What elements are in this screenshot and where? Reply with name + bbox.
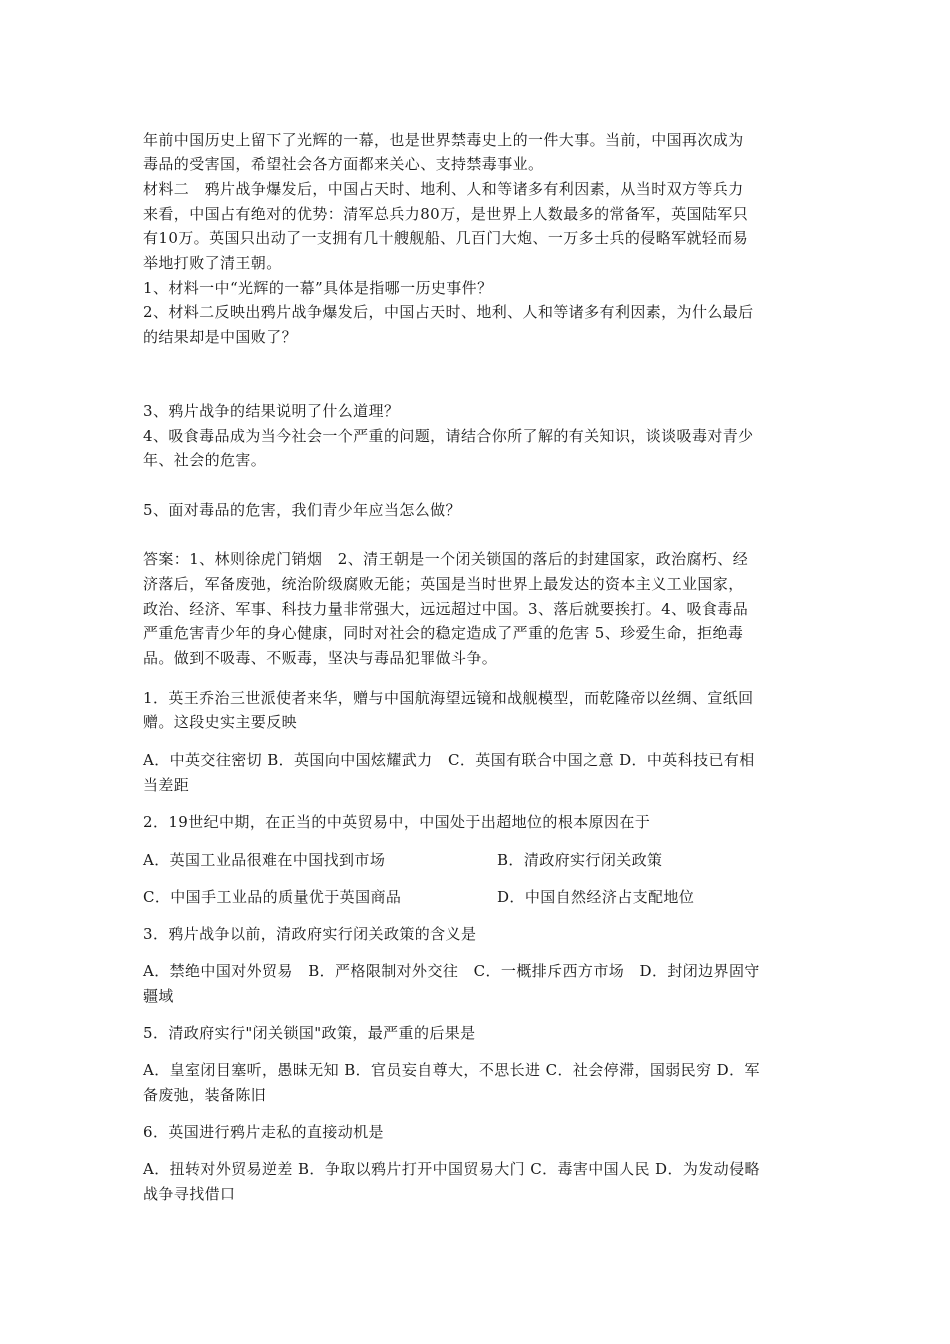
answer-line: 答案：1、林则徐虎门销烟 2、清王朝是一个闭关锁国的落后的封建国家，政治腐朽、经 — [143, 550, 749, 568]
text-line: 举地打败了清王朝。 — [143, 254, 282, 272]
mcq-1-options: A．中英交往密切 B．英国向中国炫耀武力 C．英国有联合中国之意 D．中英科技已有相 — [143, 751, 755, 769]
text-line: 有10万。英国只出动了一支拥有几十艘舰船、几百门大炮、一万多士兵的侵略军就轻而易 — [143, 229, 749, 247]
text-line: 来看，中国占有绝对的优势：清军总兵力80万，是世界上人数最多的常备军，英国陆军只 — [143, 205, 749, 223]
mcq-6-options: A．扭转对外贸易逆差 B．争取以鸦片打开中国贸易大门 C．毒害中国人民 D．为发动侵略 — [143, 1160, 760, 1178]
question-4-cont: 年、社会的危害。 — [143, 451, 267, 469]
mcq-1-stem-cont: 赠。这段史实主要反映 — [143, 713, 298, 731]
mcq-2-stem: 2．19世纪中期，在正当的中英贸易中，中国处于出超地位的根本原因在于 — [143, 813, 651, 831]
mcq-5-options-cont: 备废弛，装备陈旧 — [143, 1086, 267, 1104]
answer-line: 严重危害青少年的身心健康，同时对社会的稳定造成了严重的危害 5、珍爱生命，拒绝毒 — [143, 624, 744, 642]
question-3: 3、鸦片战争的结果说明了什么道理？ — [143, 402, 400, 420]
mcq-2-option-c: C．中国手工业品的质量优于英国商品 — [143, 888, 402, 906]
question-2: 2、材料二反映出鸦片战争爆发后，中国占天时、地利、人和等诸多有利因素，为什么最后 — [143, 303, 754, 321]
mcq-1-options-cont: 当差距 — [143, 776, 190, 794]
mcq-6-stem: 6．英国进行鸦片走私的直接动机是 — [143, 1123, 384, 1141]
mcq-3-options-cont: 疆域 — [143, 987, 174, 1005]
mcq-1-stem: 1．英王乔治三世派使者来华，赠与中国航海望远镜和战舰模型，而乾隆帝以丝绸、宣纸回 — [143, 689, 754, 707]
answer-line: 济落后，军备废弛，统治阶级腐败无能；英国是当时世界上最发达的资本主义工业国家， — [143, 575, 744, 593]
mcq-2-option-b: B．清政府实行闭关政策 — [497, 851, 663, 869]
question-5: 5、面对毒品的危害，我们青少年应当怎么做？ — [143, 501, 461, 519]
text-line: 材料二 鸦片战争爆发后，中国占天时、地利、人和等诸多有利因素，从当时双方等兵力 — [143, 180, 744, 198]
question-1: 1、材料一中“光辉的一幕”具体是指哪一历史事件？ — [143, 279, 493, 297]
mcq-2-option-d: D．中国自然经济占支配地位 — [497, 888, 695, 906]
question-2-cont: 的结果却是中国败了？ — [143, 328, 298, 346]
text-line: 年前中国历史上留下了光辉的一幕，也是世界禁毒史上的一件大事。当前，中国再次成为 — [143, 131, 744, 149]
question-4: 4、吸食毒品成为当今社会一个严重的问题，请结合你所了解的有关知识，谈谈吸毒对青少 — [143, 427, 754, 445]
mcq-3-options: A．禁绝中国对外贸易 B．严格限制对外交往 C．一概排斥西方市场 D．封闭边界固守 — [143, 962, 760, 980]
text-line: 毒品的受害国，希望社会各方面都来关心、支持禁毒事业。 — [143, 155, 544, 173]
mcq-6-options-cont: 战争寻找借口 — [143, 1185, 236, 1203]
mcq-5-stem: 5．清政府实行"闭关锁国"政策，最严重的后果是 — [143, 1024, 476, 1042]
mcq-2-option-a: A．英国工业品很难在中国找到市场 — [143, 851, 386, 869]
mcq-5-options: A．皇室闭目塞听，愚昧无知 B．官员妄自尊大，不思长进 C．社会停滞，国弱民穷 D．军 — [143, 1061, 760, 1079]
mcq-3-stem: 3．鸦片战争以前，清政府实行闭关政策的含义是 — [143, 925, 477, 943]
answer-line: 政治、经济、军事、科技力量非常强大，远远超过中国。3、落后就要挨打。4、吸食毒品 — [143, 600, 749, 618]
answer-line: 品。做到不吸毒、不贩毒，坚决与毒品犯罪做斗争。 — [143, 649, 498, 667]
